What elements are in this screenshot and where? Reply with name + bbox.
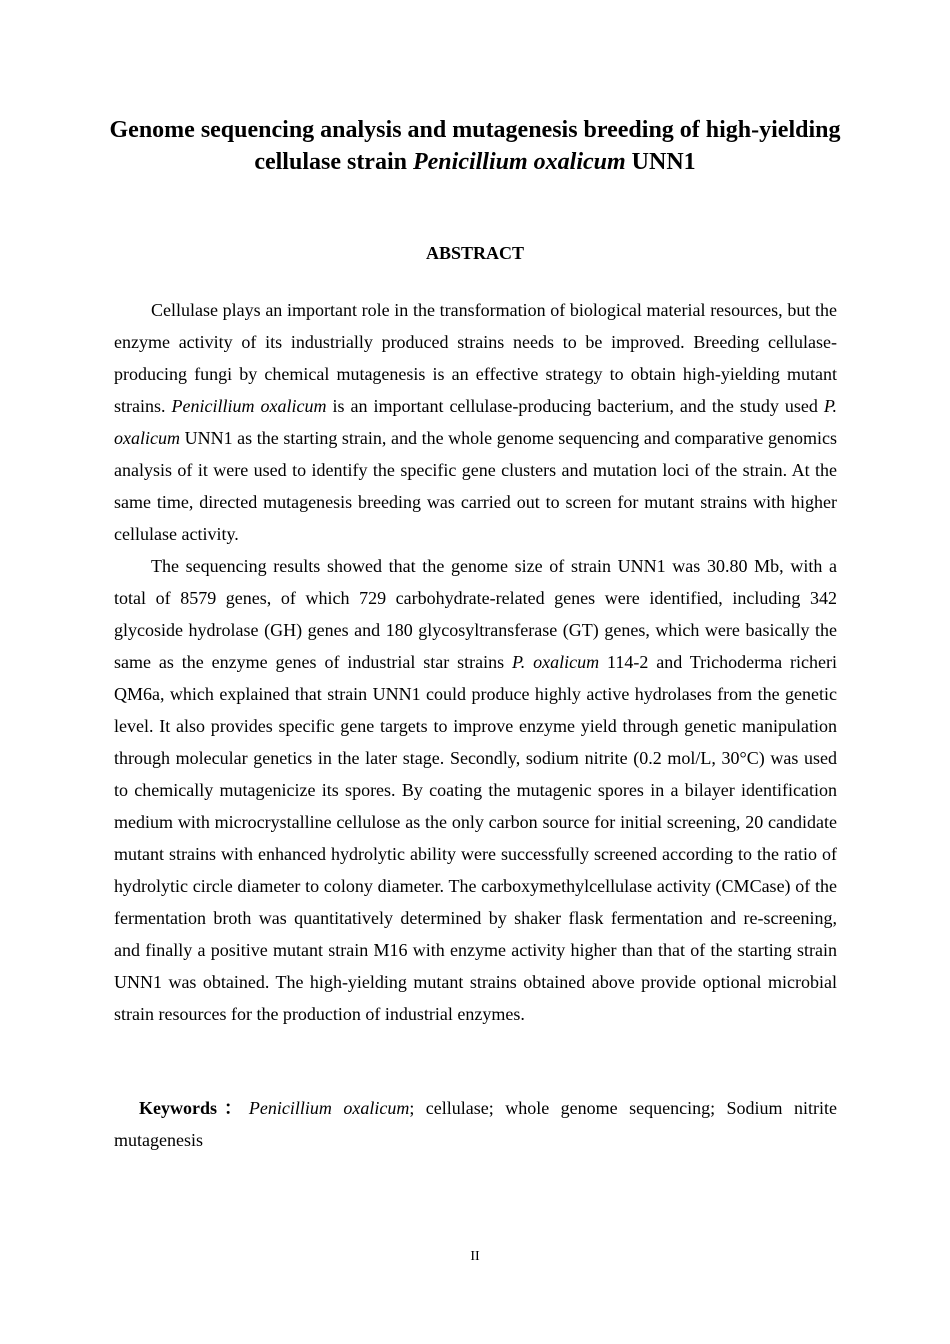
title-strain: UNN1 [625, 149, 696, 175]
keywords [114, 1092, 837, 1156]
p1-text-c: is an important cellulase-producing bacterium, and the study used [326, 396, 824, 416]
abstract-paragraph-2 [114, 550, 837, 1030]
abstract-paragraph-1 [114, 294, 837, 550]
document-title [100, 114, 850, 178]
keywords-label: Keywords： [139, 1098, 249, 1118]
abstract-heading: ABSTRACT [425, 243, 525, 263]
keywords-list: ; cellulase; whole genome sequencing; Sodium nitrite mutagenesis [114, 1098, 837, 1150]
p1-text-a: Cellulase plays an important role in the transformation of biological material resources, but the enzyme activity of its industrially produced strains needs to be improved. Breeding cellulase-producing fungi by chemical mutagenesis is an effective strategy to obtain high-yielding mutant strains. [114, 300, 837, 416]
p1-species-name: Penicillium oxalicum [171, 396, 327, 416]
title-species-name: Penicillium oxalicum [412, 149, 626, 175]
p1-text-e: UNN1 as the starting strain, and the whole genome sequencing and comparative genomics analysis of it were used to identify the specific gene clusters and mutation loci of the strain. At the same time, directed mutagenesis breeding was carried out to screen for mutant strains with higher cellulase activity. [114, 428, 837, 544]
page-number: II [470, 1249, 480, 1264]
keywords-species-name: Penicillium oxalicum [248, 1098, 410, 1118]
p2-species-abbrev: P. oxalicum [512, 652, 600, 672]
title-text: Genome sequencing analysis and mutagenesis breeding of high-yielding cellulase strain [109, 117, 841, 175]
p1-species-abbrev: P. oxalicum [114, 396, 838, 448]
p2-text-c: 114-2 and Trichoderma richeri QM6a, which explained that strain UNN1 could produce highly active hydrolases from the genetic level. It also provides specific gene targets to improve enzyme yield through genetic manipulation through molecular genetics in the later stage. Secondly, sodium nitrite (0.2 mol/L, 30°C) was used to chemically mutagenicize its spores. By coating the mutagenic spores in a bilayer identification medium with microcrystalline cellulose as the only carbon source for initial screening, 20 candidate mutant strains with enhanced hydrolytic ability were successfully screened according to the ratio of hydrolytic circle diameter to colony diameter. The carboxymethylcellulase activity (CMCase) of the fermentation broth was quantitatively determined by shaker flask fermentation and re-screening, and finally a positive mutant strain M16 with enzyme activity higher than that of the starting strain UNN1 was obtained. The high-yielding mutant strains obtained above provide optional microbial strain resources for the production of industrial enzymes. [114, 652, 837, 1024]
p2-text-a: The sequencing results showed that the genome size of strain UNN1 was 30.80 Mb, with a total of 8579 genes, of which 729 carbohydrate-related genes were identified, including 342 glycoside hydrolase (GH) genes and 180 glycosyltransferase (GT) genes, which were basically the same as the enzyme genes of industrial star strains [114, 556, 837, 672]
abstract-body [114, 294, 837, 1030]
